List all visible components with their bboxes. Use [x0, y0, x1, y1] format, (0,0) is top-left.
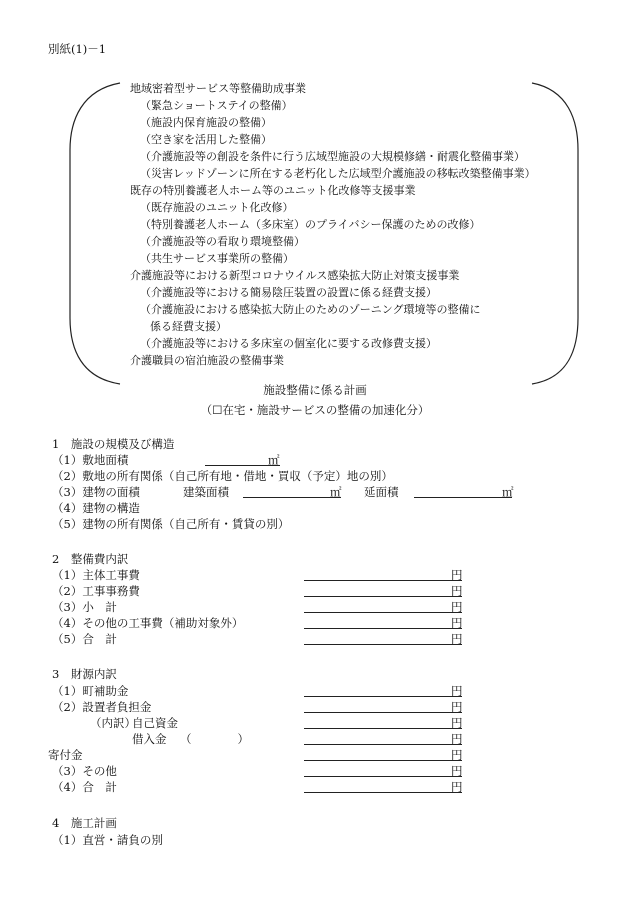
loan-label: 借入金: [132, 732, 167, 746]
other-construction-cost-field[interactable]: [304, 628, 462, 629]
own-funds-label: 自己資金: [132, 716, 178, 730]
yen-unit: 円: [451, 684, 463, 698]
structure-label: （4）建物の構造: [52, 501, 140, 515]
program-item: 係る経費支援）: [150, 320, 227, 333]
section-3-heading: 3 財源内訳: [52, 667, 117, 681]
program-item: （災害レッドゾーンに所在する老朽化した広域型介護施設の移転改築整備事業）: [140, 167, 536, 180]
own-funds-field[interactable]: [304, 728, 462, 729]
section-4-heading: 4 施工計画: [52, 816, 117, 830]
left-bracket: [70, 83, 120, 384]
plan-title: 施設整備に係る計画: [263, 383, 367, 397]
yen-unit: 円: [451, 732, 463, 746]
program-item: （共生サービス事業所の整備）: [140, 252, 294, 265]
main-construction-cost-field[interactable]: [304, 580, 462, 581]
section-1-heading: 1 施設の規模及び構造: [52, 437, 175, 451]
funds-total-field[interactable]: [304, 792, 462, 793]
funds-total-label: （4）合 計: [52, 780, 117, 794]
program-item: （特別養護老人ホーム（多床室）のプライバシー保護のための改修）: [140, 218, 481, 231]
program-item: 介護職員の宿泊施設の整備事業: [130, 354, 284, 367]
loan-source-paren[interactable]: （ ）: [180, 732, 249, 746]
yen-unit: 円: [451, 568, 463, 582]
program-item: （施設内保育施設の整備）: [140, 116, 272, 129]
building-footprint-field[interactable]: [243, 497, 341, 498]
other-funds-field[interactable]: [304, 776, 462, 777]
right-bracket: [532, 83, 578, 384]
building-footprint-unit: ㎡: [330, 485, 342, 499]
yen-unit: 円: [451, 700, 463, 714]
plan-subtitle: （☐在宅・施設サービスの整備の加速化分）: [200, 403, 430, 417]
owner-burden-field[interactable]: [304, 712, 462, 713]
program-item: （介護施設等における簡易陰圧装置の設置に係る経費支援）: [140, 286, 437, 299]
main-construction-cost-label: （1）主体工事費: [52, 568, 140, 582]
yen-unit: 円: [451, 616, 463, 630]
building-ownership-label: （5）建物の所有関係（自己所有・賃貸の別）: [52, 517, 290, 531]
subtotal-field[interactable]: [304, 612, 462, 613]
program-item: （空き家を活用した整備）: [140, 133, 272, 146]
town-subsidy-field[interactable]: [304, 696, 462, 697]
donation-field[interactable]: [304, 760, 462, 761]
floor-area-unit: ㎡: [502, 485, 514, 499]
yen-unit: 円: [451, 780, 463, 794]
yen-unit: 円: [451, 600, 463, 614]
land-ownership-label: （2）敷地の所有関係（自己所有地・借地・買収（予定）地の別）: [52, 469, 393, 483]
yen-unit: 円: [451, 584, 463, 598]
program-item: 介護施設等における新型コロナウイルス感染拡大防止対策支援事業: [130, 269, 460, 282]
yen-unit: 円: [451, 764, 463, 778]
floor-area-label: 延面積: [364, 485, 399, 499]
floor-area-field[interactable]: [414, 497, 512, 498]
other-funds-label: （3）その他: [52, 764, 117, 778]
direct-contract-label: （1）直営・請負の別: [52, 833, 163, 847]
owner-burden-label: （2）設置者負担金: [52, 700, 152, 714]
yen-unit: 円: [451, 748, 463, 762]
document-label: 別紙(1)－1: [48, 42, 107, 56]
program-item: （既存施設のユニット化改修）: [140, 201, 294, 214]
program-item: （介護施設等における多床室の個室化に要する改修費支援）: [140, 337, 437, 350]
program-item: （介護施設における感染拡大防止のためのゾーニング環境等の整備に: [140, 303, 481, 316]
subtotal-label: （3）小 計: [52, 600, 117, 614]
program-item: （介護施設等の看取り環境整備）: [140, 235, 305, 248]
loan-field[interactable]: [304, 744, 462, 745]
town-subsidy-label: （1）町補助金: [52, 684, 129, 698]
total-cost-label: （5）合 計: [52, 632, 117, 646]
site-area-label: （1）敷地面積: [52, 453, 129, 467]
program-item: （介護施設等の創設を条件に行う広域型施設の大規模修繕・耐震化整備事業）: [140, 150, 525, 163]
other-construction-cost-label: （4）その他の工事費（補助対象外）: [52, 616, 244, 630]
admin-cost-field[interactable]: [304, 596, 462, 597]
donation-label: 寄付金: [48, 748, 83, 762]
building-area-label: （3）建物の面積: [52, 485, 140, 499]
program-item: 既存の特別養護老人ホーム等のユニット化改修等支援事業: [130, 184, 416, 197]
yen-unit: 円: [451, 632, 463, 646]
section-2-heading: 2 整備費内訳: [52, 552, 129, 566]
yen-unit: 円: [451, 716, 463, 730]
program-item: （緊急ショートステイの整備）: [140, 99, 293, 112]
breakdown-prefix: （内訳）: [90, 716, 136, 730]
admin-cost-label: （2）工事事務費: [52, 584, 140, 598]
total-cost-field[interactable]: [304, 644, 462, 645]
building-footprint-label: 建築面積: [183, 485, 229, 499]
program-item: 地域密着型サービス等整備助成事業: [130, 82, 306, 95]
site-area-unit: ㎡: [268, 453, 280, 467]
